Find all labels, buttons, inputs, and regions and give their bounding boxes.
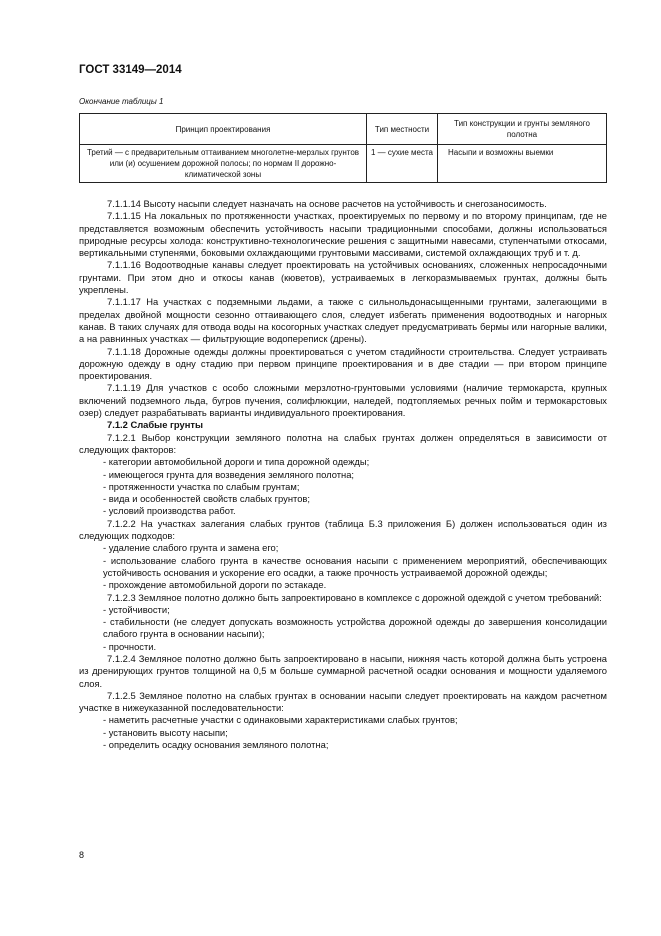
paragraph-7-1-1-19: 7.1.1.19 Для участков с особо сложными мерзлотно-грунтовыми условиями (наличие термокарста, крупных включений подземного льда, бугров пучения, солифлюкции, наледей, подтопляемых речных пойм и термокарстовых озер) следует разрабатывать варианты индивидуального проектирования. [79,382,607,419]
paragraph-7-1-2-1: 7.1.2.1 Выбор конструкции земляного полотна на слабых грунтах должен определяться в зависимости от следующих факторов: [79,431,607,455]
list-item: - прохождение автомобильной дороги по эстакаде. [103,579,327,591]
list-item: - имеющегося грунта для возведения земляного полотна; [103,468,355,480]
list-item: - вида и особенностей свойств слабых грунтов; [103,493,311,505]
paragraph-7-1-1-18: 7.1.1.18 Дорожные одежды должны проектироваться с учетом стадийности строительства. Следует устраивать дорожную одежду в одну стадию при первом принципе проектирования и в две стадии — при втором принципе проектирования. [79,345,607,382]
list-item: - прочности. [103,640,157,652]
list-item: - использование слабого грунта в качестве основания насыпи с применением мероприятий, обеспечивающих устойчивость основания и ускорение его осадки, а также прочность устраиваемой дорожной одежды; [103,554,607,578]
paragraph-7-1-2-4: 7.1.2.4 Земляное полотно должно быть запроектировано в насыпи, нижняя часть которой должна быть устроена из дренирующих грунтов толщиной на 0,5 м больше суммарной расчетной осадки основания и мощности удаляемого слоя. [79,652,607,689]
paragraph-7-1-1-15: 7.1.1.15 На локальных по протяженности участках, проектируемых по первому и по второму принципам, где не представляется возможным обеспечить устойчивость насыпи традиционными способами, должны использоваться природные ресурсы холода: конструктивно-технологические решения с защитными навесами, ступенчатыми откосами, вертикальными ступенями, боковыми охлаждающими грунтовыми массивами, системой охлаждающих труб и т. д. [79,210,607,259]
page-number: 8 [79,850,85,860]
list-item: - условий производства работ. [103,505,236,517]
list-item: - определить осадку основания земляного полотна; [103,739,329,751]
table-header-row [80,114,607,145]
paragraph-7-1-2-5: 7.1.2.5 Земляное полотно на слабых грунтах в основании насыпи следует проектировать на каждом расчетном участке в нижеуказанной последовательности: [79,689,607,714]
list-item: - категории автомобильной дороги и типа дорожной одежды; [103,456,370,468]
paragraph-7-1-1-16: 7.1.1.16 Водоотводные канавы следует проектировать на устойчивых основаниях, сложенных непросадочными грунтами. При этом дно и откосы канав (кюветов), устраиваемых в легкоразмываемых грунтах, должны быть укреплены. [79,259,607,296]
design-principles-table [79,113,607,183]
list-item: - стабильности (не следует допускать возможность устройства дорожной одежды до завершения консолидации слабого грунта в основании насыпи); [103,616,607,640]
table-row [80,145,607,183]
column-header-construction: Тип конструкции и грунты земляного полотна [438,114,607,145]
table-cell-terrain: 1 — сухие места [367,145,438,183]
table-cell-construction: Насыпи и возможны выемки [438,145,607,183]
paragraph-7-1-1-14: 7.1.1.14 Высоту насыпи следует назначать на основе расчетов на устойчивость и снегозаносимость. [107,198,547,209]
list-item: - устойчивости; [103,603,170,615]
list-item: - удаление слабого грунта и замена его; [103,542,279,554]
section-heading-7-1-2: 7.1.2 Слабые грунты [107,419,203,431]
column-header-terrain: Тип местности [367,114,438,145]
paragraph-7-1-1-17: 7.1.1.17 На участках с подземными льдами, а также с сильнольдонасыщенными грунтами, залегающими в пределах двойной мощности сезонно оттаивающего слоя, следует избегать применения водоотводных и нагорных канав. В таких случаях для отвода воды на косогорных участках следует предусматривать бермы или нагорные валики, а на равнинных участках — фильтрующие водопереписк (дрены). [79,296,607,345]
paragraph-7-1-2-3: 7.1.2.3 Земляное полотно должно быть запроектировано в комплексе с дорожной одеждой с учетом требований: [107,591,602,603]
list-item: - наметить расчетные участки с одинаковыми характеристиками слабых грунтов; [103,714,458,726]
list-item: - протяженности участка по слабым грунтам; [103,480,300,492]
list-item: - установить высоту насыпи; [103,726,228,738]
paragraph-7-1-2-2: 7.1.2.2 На участках залегания слабых грунтов (таблица Б.3 приложения Б) должен использоваться один из следующих подходов: [79,517,607,542]
table-cell-principle: Третий — с предварительным оттаиванием многолетне-мерзлых грунтов или (и) осушением дорожной полосы; по нормам II дорожно-климатической зоны [80,145,367,183]
body-text [79,198,607,751]
table-caption: Окончание таблицы 1 [79,97,164,106]
column-header-principle: Принцип проектирования [80,114,367,145]
document-title: ГОСТ 33149—2014 [79,64,182,76]
